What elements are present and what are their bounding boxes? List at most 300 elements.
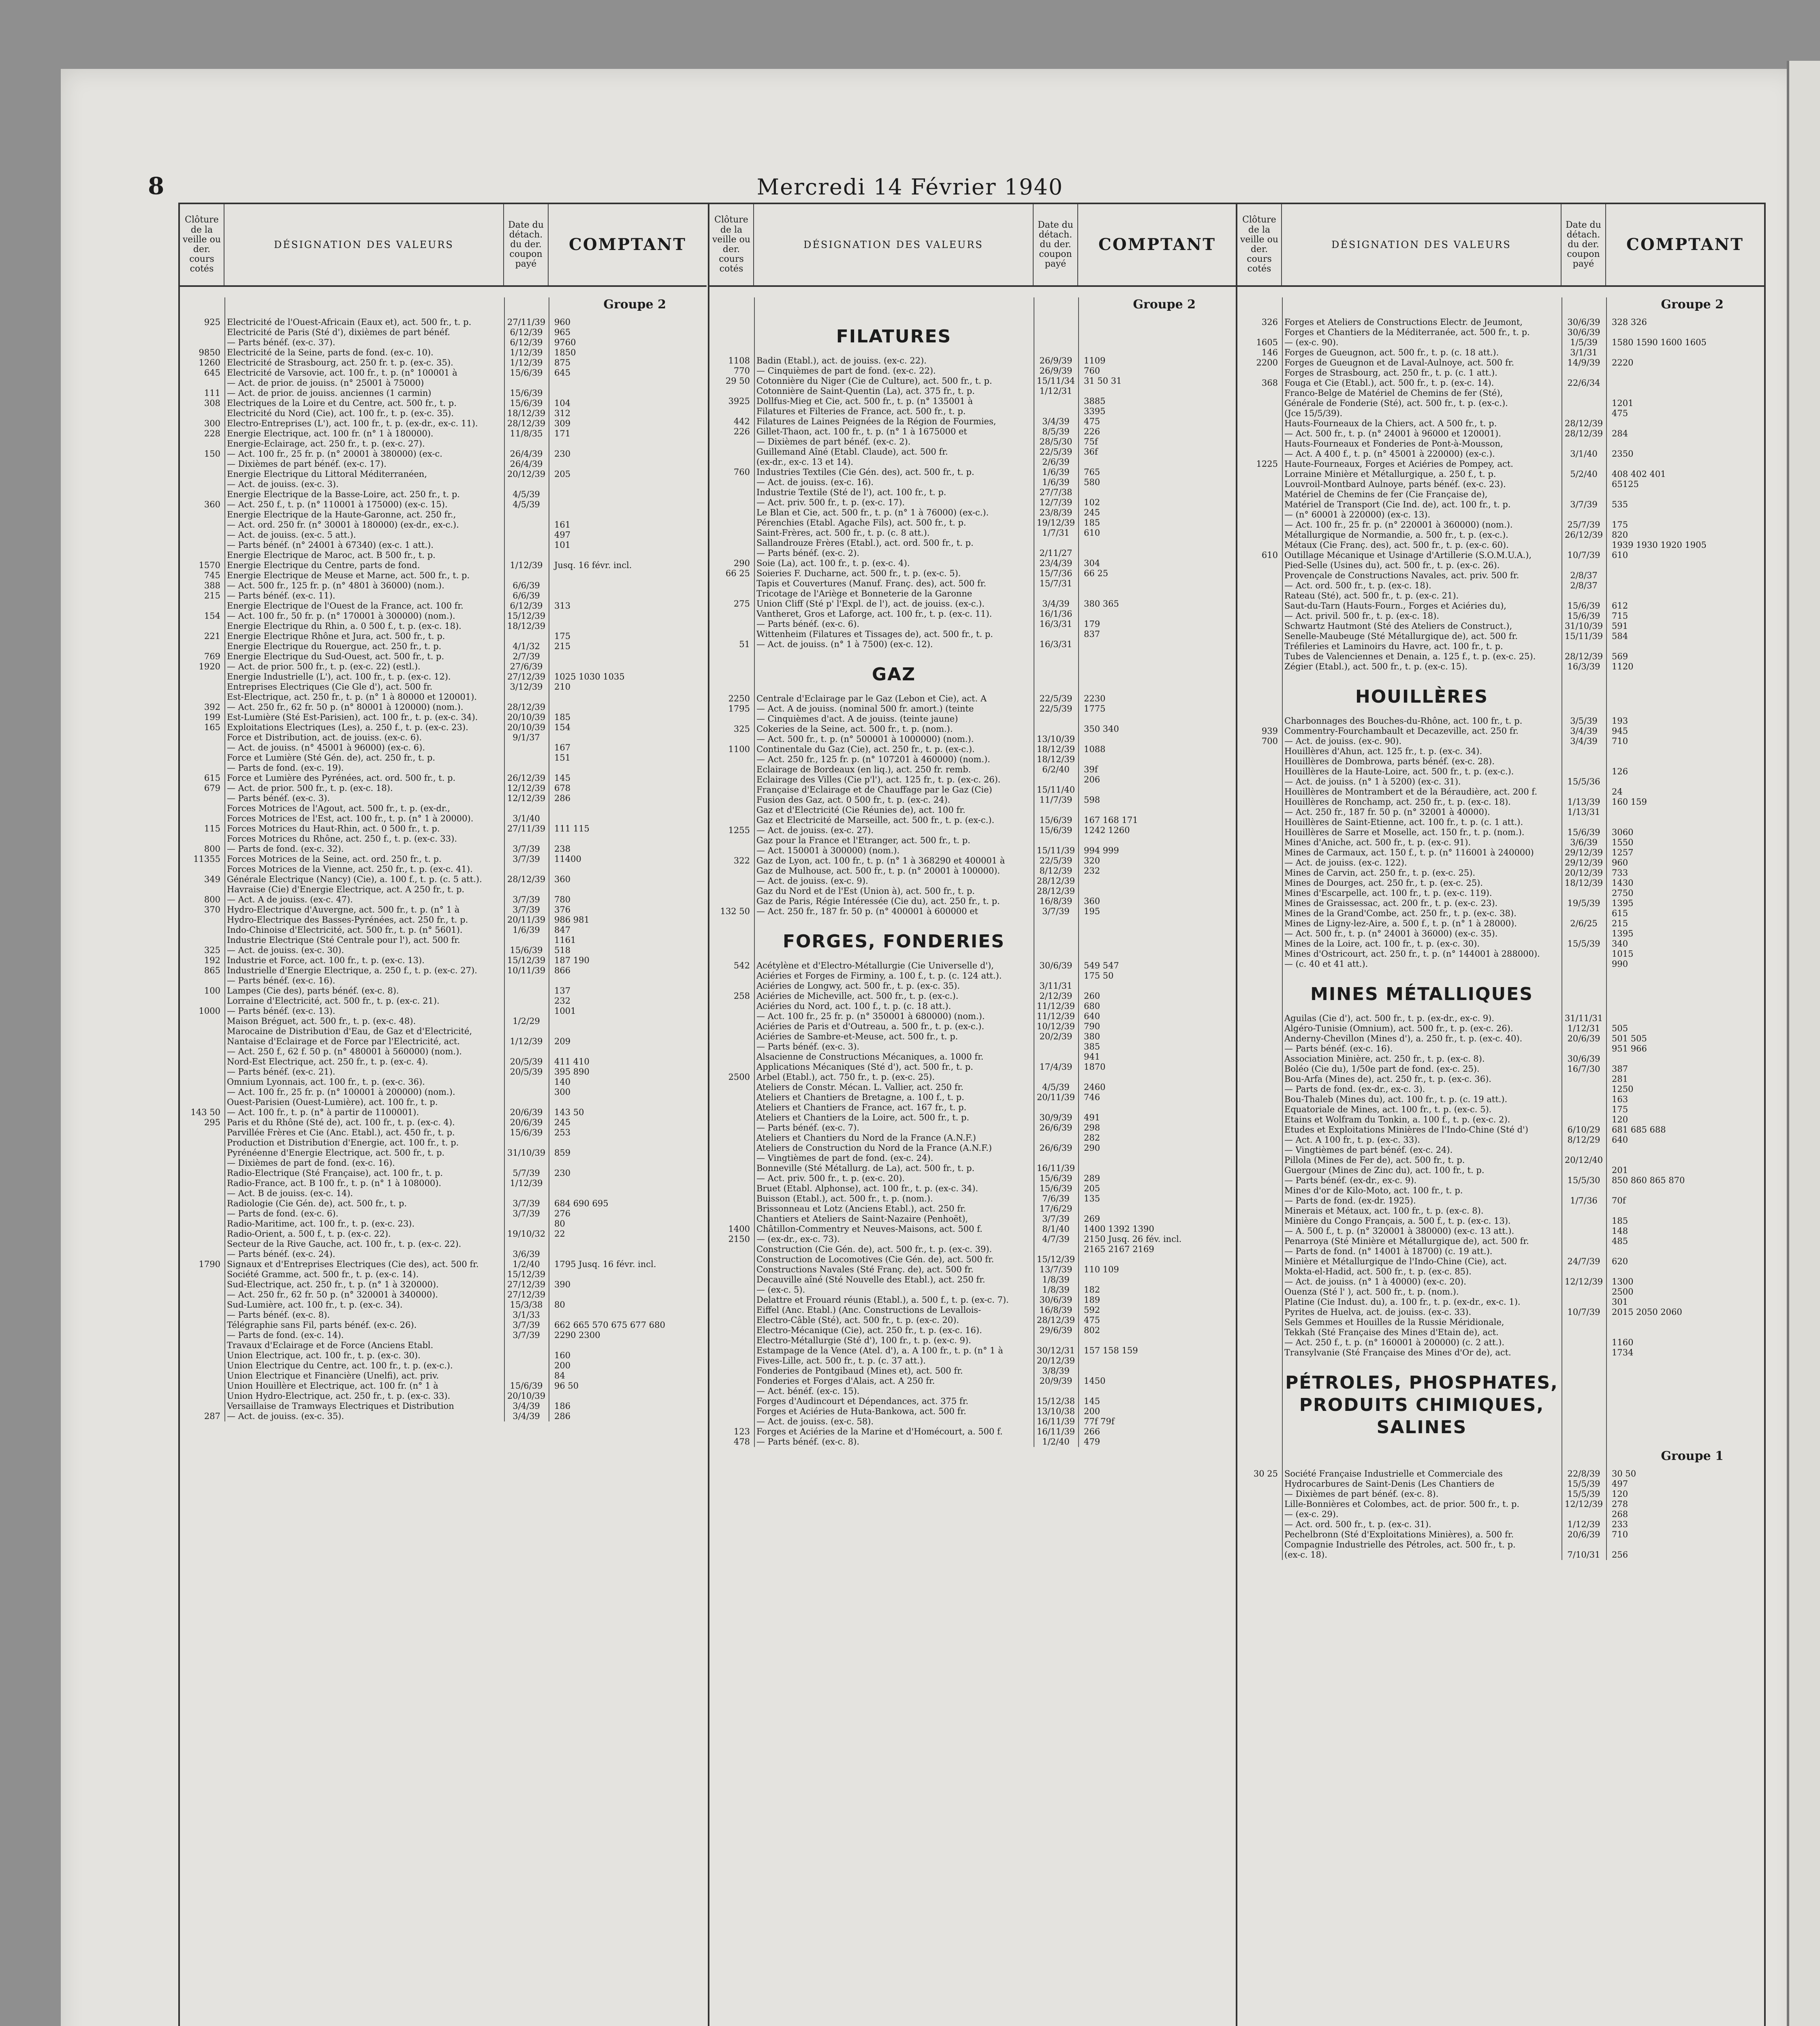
comptant-value: 126 xyxy=(1612,767,1628,776)
coupon-date: 15/11/40 xyxy=(1036,785,1075,795)
comptant-value: 148 xyxy=(1612,1226,1628,1236)
table-row xyxy=(1237,510,1764,520)
coupon-date: 16/11/39 xyxy=(1036,1163,1075,1173)
coupon-date: 17/6/29 xyxy=(1039,1204,1072,1214)
comptant-value: 1400 1392 1390 xyxy=(1084,1224,1154,1234)
security-name: Bou-Arfa (Mines de), act. 250 fr., t. p. (ex-c. 36). xyxy=(1284,1074,1491,1084)
security-name: Dollfus-Mieg et Cie, act. 500 fr., t. p. (n° 135001 à xyxy=(756,396,973,406)
security-name: Saint-Frères, act. 500 fr., t. p. (c. 8 att.). xyxy=(756,528,930,538)
table-row xyxy=(180,1097,707,1107)
cloture-value: 66 25 xyxy=(725,568,750,578)
security-name: Radio-Orient, a. 500 f., t. p. (ex-c. 22). xyxy=(227,1229,391,1239)
security-name: Houillères d'Ahun, act. 125 fr., t. p. (ex-c. 34). xyxy=(1284,746,1482,756)
table-row xyxy=(709,1062,1236,1072)
cloture-value: 290 xyxy=(733,558,750,568)
coupon-date xyxy=(1562,1094,1606,1105)
comptant-value xyxy=(549,652,707,662)
comptant-value: 1242 1260 xyxy=(1084,825,1130,835)
cloture-value xyxy=(1237,631,1282,641)
coupon-date: 1/8/39 xyxy=(1042,1285,1070,1295)
comptant-value xyxy=(1078,1204,1236,1214)
table-row xyxy=(1237,1196,1764,1206)
coupon-date: 15/6/39 xyxy=(1039,1173,1072,1183)
comptant-value xyxy=(1078,714,1236,724)
coupon-date: 15/6/39 xyxy=(510,398,543,408)
table-row xyxy=(1237,1024,1764,1034)
cloture-value xyxy=(1237,848,1282,858)
coupon-date: 3/4/39 xyxy=(1042,599,1070,609)
table-row xyxy=(1237,1246,1764,1257)
table-row xyxy=(1237,807,1764,817)
comptant-value: 66 25 xyxy=(1084,568,1109,578)
coupon-date xyxy=(1034,805,1078,815)
table-row xyxy=(180,581,707,591)
cloture-value xyxy=(709,548,754,558)
cloture-value xyxy=(709,886,754,896)
table-row xyxy=(709,1437,1236,1447)
cloture-value xyxy=(709,487,754,498)
coupon-date xyxy=(1562,949,1606,959)
coupon-date xyxy=(1562,1165,1606,1175)
cloture-value xyxy=(1237,1084,1282,1094)
coupon-date: 15/6/39 xyxy=(1039,1184,1072,1193)
security-name: — Act. 250 fr., 187 fr. 50 p. (n° 32001 à 40000). xyxy=(1284,807,1490,817)
cloture-value: 199 xyxy=(204,712,220,722)
cloture-value: 146 xyxy=(1261,348,1278,357)
comptant-value xyxy=(549,814,707,824)
comptant-value: 24 xyxy=(1612,787,1623,797)
security-name: Boléo (Cie du), 1/50e part de fond. (ex-c. 25). xyxy=(1284,1064,1480,1074)
cloture-value xyxy=(180,1381,224,1391)
comptant-value: 837 xyxy=(1084,629,1100,639)
table-row xyxy=(1237,1125,1764,1135)
table-row xyxy=(1237,1155,1764,1165)
comptant-value: 2750 xyxy=(1612,888,1634,898)
comptant-value: 160 159 xyxy=(1612,797,1647,807)
security-name: — Act. A 100 fr., t. p. (ex-c. 33). xyxy=(1284,1135,1420,1145)
cloture-value xyxy=(1237,1509,1282,1520)
comptant-value xyxy=(1078,785,1236,795)
comptant-value xyxy=(549,834,707,844)
coupon-date: 15/5/36 xyxy=(1567,777,1600,786)
table-row xyxy=(180,338,707,348)
comptant-value: 11400 xyxy=(554,854,581,864)
cloture-value: 308 xyxy=(204,398,220,408)
security-name: Mines d'Aniche, act. 500 fr., t. p. (ex-c. 91). xyxy=(1284,838,1471,847)
coupon-date: 2/11/27 xyxy=(1039,548,1072,558)
coupon-date: 15/5/39 xyxy=(1567,1479,1600,1489)
table-row xyxy=(1237,736,1764,746)
comptant-value: 1088 xyxy=(1084,744,1106,754)
coupon-date: 23/8/39 xyxy=(1039,508,1072,517)
coupon-date: 27/11/39 xyxy=(507,824,546,833)
security-name: — Act. de jouiss. (ex-c. 58). xyxy=(756,1417,874,1426)
coupon-date: 15/6/39 xyxy=(510,1381,543,1391)
table-row xyxy=(1237,1034,1764,1044)
coupon-date: 11/8/35 xyxy=(510,429,543,438)
comptant-value: 120 xyxy=(1612,1489,1628,1499)
table-row xyxy=(709,1417,1236,1427)
comptant-value: 2230 xyxy=(1084,694,1106,703)
table-row xyxy=(709,579,1236,589)
coupon-date: 3/4/39 xyxy=(513,1411,540,1421)
table-row xyxy=(709,1103,1236,1113)
coupon-date: 13/10/38 xyxy=(1036,1406,1075,1416)
table-row xyxy=(180,1138,707,1148)
column-header xyxy=(709,204,1236,287)
cloture-value xyxy=(1237,1165,1282,1175)
cloture-value xyxy=(180,489,224,500)
comptant-value xyxy=(549,864,707,874)
table-row xyxy=(709,498,1236,508)
cloture-value xyxy=(180,1269,224,1280)
cloture-value xyxy=(709,1103,754,1113)
comptant-value: 140 xyxy=(554,1077,571,1087)
table-row xyxy=(709,508,1236,518)
table-row xyxy=(180,1249,707,1259)
coupon-date xyxy=(504,479,549,489)
cloture-value xyxy=(1237,500,1282,510)
comptant-value: 395 890 xyxy=(554,1067,590,1077)
header-comptant: COMPTANT xyxy=(569,235,686,254)
cloture-value: 800 xyxy=(204,844,220,854)
security-name: Houillères de Sarre et Moselle, act. 150 fr., t. p. (nom.). xyxy=(1284,827,1525,837)
security-name: — Act. de jouiss. (ex-c. 27). xyxy=(756,825,874,835)
comptant-value: 610 xyxy=(1612,550,1628,560)
security-name: — Act. de prior. 500 fr., t. p. (ex-c. 18). xyxy=(227,783,393,793)
coupon-date: 12/12/39 xyxy=(507,793,546,803)
comptant-value: 859 xyxy=(554,1148,571,1158)
comptant-value xyxy=(1606,327,1764,338)
cloture-value xyxy=(180,1320,224,1330)
coupon-date: 30/9/39 xyxy=(1039,1113,1072,1122)
security-name: Acétylène et d'Electro-Métallurgie (Cie Universelle d'), xyxy=(756,961,994,970)
comptant-value xyxy=(549,1249,707,1259)
security-name: — Act. de jouiss. (n° 45001 à 96000) (ex-c. 6). xyxy=(227,743,425,752)
comptant-value xyxy=(1606,348,1764,358)
coupon-date: 16/3/39 xyxy=(1567,662,1600,671)
cloture-value xyxy=(1237,838,1282,848)
comptant-value: 2165 2167 2169 xyxy=(1084,1244,1154,1254)
comptant-value xyxy=(549,479,707,489)
security-name: Etudes et Exploitations Minières de l'Indo-Chine (Sté d') xyxy=(1284,1125,1528,1135)
comptant-value xyxy=(549,500,707,510)
coupon-date: 1/12/39 xyxy=(510,358,543,368)
coupon-date: 26/9/39 xyxy=(1039,366,1072,376)
coupon-date xyxy=(504,1087,549,1097)
security-name: Soieries F. Ducharne, act. 500 fr., t. p. (ex-c. 5). xyxy=(756,568,961,578)
security-name: Société Française Industrielle et Commerciale des xyxy=(1284,1469,1503,1479)
coupon-date: 1/12/39 xyxy=(1567,1520,1600,1529)
comptant-value xyxy=(1078,1366,1236,1376)
coupon-date xyxy=(1034,1244,1078,1254)
security-name: Pillola (Mines de Fer de), act. 500 fr., t. p. xyxy=(1284,1155,1465,1165)
table-row xyxy=(1237,868,1764,878)
security-name: Eclairage de Bordeaux (en liq.), act. 250 fr. remb. xyxy=(756,765,971,774)
coupon-date xyxy=(504,1138,549,1148)
comptant-value xyxy=(1606,368,1764,378)
table-row xyxy=(709,447,1236,457)
table-row xyxy=(1237,959,1764,969)
coupon-date: 2/6/39 xyxy=(1042,457,1070,467)
coupon-date: 5/7/39 xyxy=(513,1168,540,1178)
coupon-date: 27/12/39 xyxy=(507,1290,546,1299)
security-name: Platine (Cie Indust. du), a. 100 fr., t. p. (ex-dr., ex-c. 1). xyxy=(1284,1297,1521,1307)
security-name: Energie Electrique de Meuse et Marne, act. 500 fr., t. p. xyxy=(227,571,470,580)
comptant-value: 1201 xyxy=(1612,398,1634,408)
security-name: Union Hydro-Electrique, act. 250 fr., t. p. (ex-c. 33). xyxy=(227,1391,451,1401)
coupon-date: 1/12/31 xyxy=(1039,386,1072,396)
coupon-date: 20/9/39 xyxy=(1039,1376,1072,1386)
coupon-date: 12/12/39 xyxy=(1564,1277,1603,1287)
section-title: GAZ xyxy=(872,664,916,685)
cloture-value xyxy=(709,447,754,457)
security-name: Energie Industrielle (L'), act. 100 fr., t. p. (ex-c. 12). xyxy=(227,672,451,682)
cloture-value xyxy=(1237,1186,1282,1196)
coupon-date xyxy=(504,935,549,945)
security-name: Energie Electrique de la Haute-Garonne, act. 250 fr., xyxy=(227,510,456,519)
table-row xyxy=(709,1214,1236,1224)
table-row xyxy=(709,785,1236,795)
comptant-value: 820 xyxy=(1612,530,1628,540)
coupon-date xyxy=(1562,1246,1606,1257)
coupon-date xyxy=(504,753,549,763)
cloture-value xyxy=(1237,908,1282,919)
cloture-value xyxy=(1237,878,1282,888)
security-name: Franco-Belge de Matériel de Chemins de fer (Sté), xyxy=(1284,388,1503,398)
coupon-date: 20/10/39 xyxy=(507,1391,546,1401)
coupon-date xyxy=(504,692,549,702)
coupon-date xyxy=(1034,971,1078,981)
coupon-date xyxy=(1562,1186,1606,1196)
coupon-date xyxy=(1562,767,1606,777)
table-row xyxy=(1237,1206,1764,1216)
cloture-value xyxy=(709,765,754,775)
security-name: Charbonnages des Bouches-du-Rhône, act. 100 fr., t. p. xyxy=(1284,716,1523,726)
cloture-value xyxy=(709,981,754,991)
coupon-date: 3/4/39 xyxy=(513,1401,540,1411)
table-row xyxy=(1237,827,1764,838)
table-row xyxy=(1237,1115,1764,1125)
comptant-value: 260 xyxy=(1084,991,1100,1001)
comptant-value: 710 xyxy=(1612,1530,1628,1539)
coupon-date: 18/12/39 xyxy=(1036,754,1075,764)
table-row xyxy=(1237,1105,1764,1115)
comptant-value: 286 xyxy=(554,793,571,803)
cloture-value: 542 xyxy=(733,961,750,970)
header-date-detach: Date du détach. du der. coupon payé xyxy=(504,204,549,285)
coupon-date: 28/12/39 xyxy=(507,702,546,712)
comptant-value: 376 xyxy=(554,905,571,915)
cloture-value xyxy=(709,1133,754,1143)
coupon-date: 19/10/32 xyxy=(507,1229,546,1239)
comptant-value xyxy=(1078,1254,1236,1265)
cloture-value: 29 50 xyxy=(725,376,750,386)
cloture-value: 132 50 xyxy=(720,906,750,916)
table-row xyxy=(180,1188,707,1199)
cloture-value xyxy=(180,763,224,773)
group-label: Groupe 2 xyxy=(603,297,666,312)
coupon-date xyxy=(1562,817,1606,827)
comptant-value xyxy=(549,1178,707,1188)
table-row xyxy=(180,885,707,895)
table-row xyxy=(709,1366,1236,1376)
security-name: Hauts-Fourneaux de la Chiers, act. A 500 fr., t. p. xyxy=(1284,419,1497,428)
security-name: — Act. priv. 500 fr., t. p. (ex-c. 17). xyxy=(756,498,905,507)
coupon-date: 1/13/39 xyxy=(1567,797,1600,807)
section-title: PÉTROLES, PHOSPHATES, PRODUITS CHIMIQUES, SALINES xyxy=(1285,1372,1558,1438)
security-name: Hauts-Fourneaux et Fonderies de Pont-à-Mousson, xyxy=(1284,439,1503,449)
comptant-value: 30 50 xyxy=(1612,1469,1636,1479)
comptant-value: 584 xyxy=(1612,631,1628,641)
coupon-date xyxy=(1562,1074,1606,1084)
cloture-value xyxy=(180,935,224,945)
comptant-value: 1939 1930 1920 1905 xyxy=(1612,540,1707,550)
comptant-value: 167 xyxy=(554,743,571,752)
security-name: Forges de Gueugnon et de Laval-Aulnoye, act. 500 fr. xyxy=(1284,358,1515,368)
security-name: Fouga et Cie (Etabl.), act. 500 fr., t. p. (ex-c. 14). xyxy=(1284,378,1494,388)
cloture-value xyxy=(180,601,224,611)
table-row xyxy=(180,601,707,611)
table-row xyxy=(1237,520,1764,530)
table-row xyxy=(180,1067,707,1077)
cloture-value xyxy=(180,1047,224,1057)
coupon-date: 3/4/39 xyxy=(1042,417,1070,426)
comptant-value xyxy=(1606,510,1764,520)
column-divider xyxy=(1606,297,1607,1560)
table-row xyxy=(180,712,707,722)
coupon-date: 8/1/40 xyxy=(1042,1224,1070,1234)
cloture-value xyxy=(709,528,754,538)
coupon-date: 3/7/39 xyxy=(513,854,540,864)
security-name: Le Blan et Cie, act. 500 fr., t. p. (n° 1 à 76000) (ex-c.). xyxy=(756,508,989,517)
coupon-date xyxy=(1562,408,1606,419)
coupon-date xyxy=(1034,1386,1078,1396)
table-row xyxy=(709,406,1236,417)
coupon-date xyxy=(1562,398,1606,408)
table-row xyxy=(709,1001,1236,1011)
coupon-date xyxy=(1562,757,1606,767)
coupon-date: 20/12/39 xyxy=(1036,1356,1075,1366)
cloture-value: 800 xyxy=(204,895,220,904)
security-name: Haute-Fourneaux, Forges et Aciéries de Pompey, act. xyxy=(1284,459,1513,469)
cloture-value xyxy=(709,508,754,518)
comptant-value: 569 xyxy=(1612,652,1628,661)
security-name: — Act. 100 fr., 50 fr. p. (n° 170001 à 300000) (nom.). xyxy=(227,611,455,621)
security-name: Radio-Electrique (Sté Française), act. 100 fr., t. p. xyxy=(227,1168,443,1178)
security-name: Gaz du Nord et de l'Est (Union à), act. 500 fr., t. p. xyxy=(756,886,975,896)
security-name: Alsacienne de Constructions Mécaniques, a. 1000 fr. xyxy=(756,1052,984,1062)
coupon-date: 4/7/39 xyxy=(1042,1234,1070,1244)
comptant-value: 256 xyxy=(1612,1550,1628,1560)
coupon-date: 15/6/39 xyxy=(510,368,543,378)
cloture-value: 154 xyxy=(204,611,220,621)
comptant-value xyxy=(549,439,707,449)
comptant-value: 77f 79f xyxy=(1084,1417,1115,1426)
comptant-value: 210 xyxy=(554,682,571,692)
coupon-date: 1/6/39 xyxy=(513,925,540,935)
coupon-date: 15/12/39 xyxy=(507,611,546,621)
cloture-value xyxy=(1237,868,1282,878)
comptant-value: 790 xyxy=(1084,1022,1100,1031)
coupon-date: 20/2/39 xyxy=(1039,1032,1072,1041)
cloture-value xyxy=(180,885,224,895)
comptant-value: 161 xyxy=(554,520,571,530)
comptant-value: 186 xyxy=(554,1401,571,1411)
comptant-value: 313 xyxy=(554,601,571,611)
coupon-date: 16/3/31 xyxy=(1039,619,1072,629)
security-name: Gillet-Thaon, act. 100 fr., t. p. (n° 1 à 1675000 et xyxy=(756,427,967,436)
security-name: (ex-c. 18). xyxy=(1284,1550,1327,1560)
header-cloture: Clôture de la veille ou der. cours cotés xyxy=(180,204,224,285)
cloture-value: 388 xyxy=(204,581,220,590)
comptant-value: 120 xyxy=(1612,1115,1628,1124)
coupon-date xyxy=(1034,396,1078,406)
cloture-value xyxy=(1237,807,1282,817)
comptant-value: 269 xyxy=(1084,1214,1100,1224)
cloture-value xyxy=(709,795,754,805)
comptant-value: 185 xyxy=(554,712,571,722)
cloture-value xyxy=(180,976,224,986)
table-row xyxy=(180,520,707,530)
comptant-value: 2015 2050 2060 xyxy=(1612,1307,1682,1317)
table-row xyxy=(180,1178,707,1188)
coupon-date xyxy=(504,1219,549,1229)
security-name: — Act. 250 fr., 187 fr. 50 p. (n° 400001 à 600000 et xyxy=(756,906,978,916)
security-name: — Parts bénéf. (ex-c. 6). xyxy=(756,619,860,629)
coupon-date xyxy=(504,1097,549,1107)
table-row xyxy=(709,856,1236,866)
coupon-date: 10/12/39 xyxy=(1036,1022,1075,1031)
security-name: Energie Electrique du Sud-Ouest, act. 500 fr., t. p. xyxy=(227,652,444,661)
coupon-date: 22/5/39 xyxy=(1039,694,1072,703)
comptant-value xyxy=(549,733,707,743)
comptant-value: 1430 xyxy=(1612,878,1634,888)
comptant-value: 101 xyxy=(554,540,571,550)
comptant-value: 479 xyxy=(1084,1437,1100,1447)
cloture-value xyxy=(1237,581,1282,591)
comptant-value xyxy=(1606,746,1764,757)
comptant-value: 350 340 xyxy=(1084,724,1119,734)
coupon-date: 15/6/39 xyxy=(1039,815,1072,825)
comptant-value xyxy=(1078,589,1236,599)
cloture-value: 2500 xyxy=(728,1072,750,1082)
coupon-date: 25/7/39 xyxy=(1567,520,1600,530)
table-row xyxy=(180,1047,707,1057)
security-name: Tubes de Valenciennes et Denain, a. 125 f., t. p. (ex-c. 25). xyxy=(1284,652,1536,661)
section-title: MINES MÉTALLIQUES xyxy=(1310,984,1533,1004)
table-row xyxy=(709,876,1236,886)
comptant-value: 497 xyxy=(554,530,571,540)
coupon-date xyxy=(504,885,549,895)
comptant-value xyxy=(1606,419,1764,429)
security-name: Sallandrouze Frères (Etabl.), act. ord. 500 fr., t. p. xyxy=(756,538,974,548)
table-row xyxy=(709,1082,1236,1092)
table-row xyxy=(180,469,707,479)
table-row xyxy=(180,550,707,560)
comptant-value: 281 xyxy=(1612,1074,1628,1084)
comptant-value: 645 xyxy=(554,368,571,378)
coupon-date xyxy=(504,520,549,530)
comptant-value: 2150 Jusq. 26 fév. incl. xyxy=(1084,1234,1182,1244)
table-row xyxy=(709,961,1236,971)
cloture-value xyxy=(1237,1094,1282,1105)
cloture-value xyxy=(180,439,224,449)
security-name: Energie Electrique du Centre, parts de fond. xyxy=(227,560,420,570)
comptant-value: 945 xyxy=(1612,726,1628,736)
column-body xyxy=(709,297,1236,1447)
security-name: Forges et Ateliers de Constructions Electr. de Jeumont, xyxy=(1284,317,1523,327)
